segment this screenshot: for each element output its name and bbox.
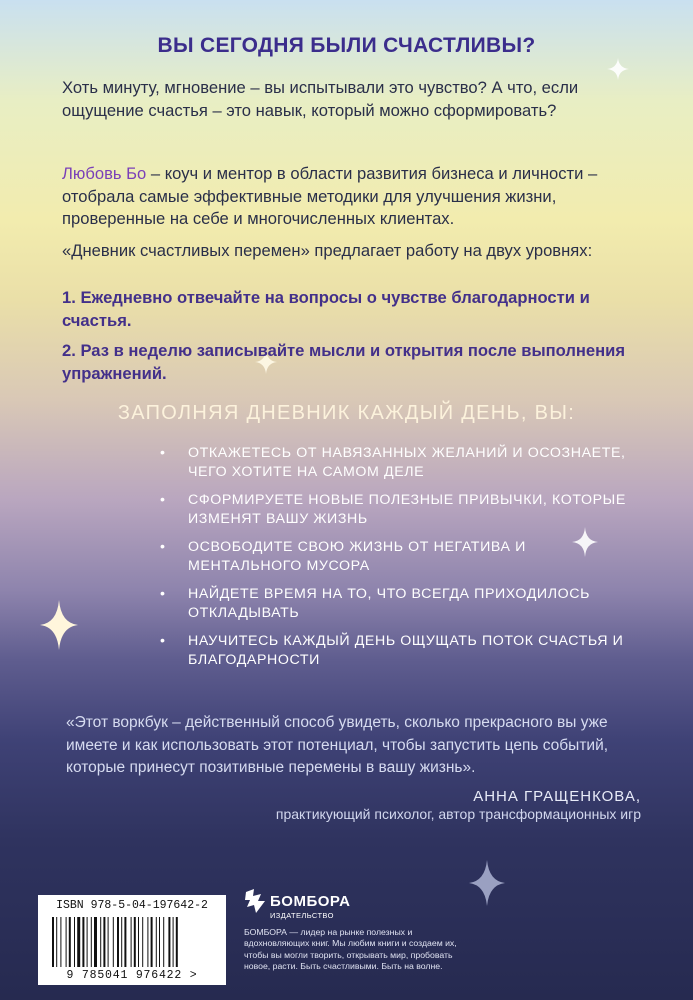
author-name: Любовь Бо (62, 164, 147, 183)
benefit-text: ОТКАЖЕТЕСЬ ОТ НАВЯЗАННЫХ ЖЕЛАНИЙ И ОСОЗНАЕТЕ, ЧЕГО ХОТИТЕ НА САМОМ ДЕЛЕ (188, 445, 626, 480)
intro-paragraph: Хоть минуту, мгновение – вы испытывали это чувство? А что, если ощущение счастья – это навык, который можно сформировать? (62, 78, 579, 120)
author-description: – коуч и ментор в области развития бизнеса и личности – отобрала самые эффективные методики для улучшения жизни, проверенные на себе и многочисленных клиентах. (62, 164, 598, 228)
benefits-heading: ЗАПОЛНЯЯ ДНЕВНИК КАЖДЫЙ ДЕНЬ, ВЫ: (117, 402, 576, 424)
step-item: 1. Ежедневно отвечайте на вопросы о чувстве благодарности и счастья. (62, 288, 590, 330)
author-paragraph (62, 163, 642, 231)
publisher-logo-icon (244, 888, 266, 914)
barcode-number: 9 785041 976422 > (66, 969, 198, 982)
quote-author: АННА ГРАЩЕНКОВА, (473, 788, 641, 805)
benefit-item (160, 491, 640, 528)
bullet-icon: • (160, 539, 166, 555)
benefit-item (160, 585, 640, 622)
sparkle-star-icon (40, 600, 78, 650)
bullet-icon: • (160, 445, 166, 461)
steps-list (62, 287, 652, 393)
publisher-note: БОМБОРА — лидер на рынке полезных и вдохновляющих книг. Мы любим книги и создаем их, чтобы вы могли творить, открывать мир, пробовать новое, расти. Быть счастливыми. Быть на волне. (244, 927, 457, 971)
barcode-icon (50, 917, 214, 969)
bullet-icon: • (160, 492, 166, 508)
bullet-icon: • (160, 633, 166, 649)
publisher-name: БОМБОРА (270, 893, 351, 910)
step-item: 2. Раз в неделю записывайте мысли и открытия после выполнения упражнений. (62, 341, 626, 383)
quote-author-role: практикующий психолог, автор трансформационных игр (275, 806, 641, 822)
cover-headline: ВЫ СЕГОДНЯ БЫЛИ СЧАСТЛИВЫ? (157, 34, 536, 57)
bullet-icon: • (160, 586, 166, 602)
benefits-list (160, 444, 640, 679)
benefit-item (160, 538, 640, 575)
benefit-text: СФОРМИРУЕТЕ НОВЫЕ ПОЛЕЗНЫЕ ПРИВЫЧКИ, КОТОРЫЕ ИЗМЕНЯТ ВАШУ ЖИЗНЬ (188, 492, 626, 527)
benefit-text: ОСВОБОДИТЕ СВОЮ ЖИЗНЬ ОТ НЕГАТИВА И МЕНТАЛЬНОГО МУСОРА (188, 539, 526, 574)
benefit-item (160, 444, 640, 481)
benefit-item (160, 632, 640, 669)
testimonial-quote: «Этот воркбук – действенный способ увидеть, сколько прекрасного вы уже имеете и как использовать этот потенциал, чтобы запустить цепь событий, которые принесут позитивные перемены в вашу жизнь». (66, 714, 609, 776)
sparkle-star-icon (469, 860, 505, 906)
benefit-text: НАЙДЕТЕ ВРЕМЯ НА ТО, ЧТО ВСЕГДА ПРИХОДИЛОСЬ ОТКЛАДЫВАТЬ (188, 586, 591, 621)
publisher-subtitle: ИЗДАТЕЛЬСТВО (270, 911, 334, 920)
benefit-text: НАУЧИТЕСЬ КАЖДЫЙ ДЕНЬ ОЩУЩАТЬ ПОТОК СЧАСТЬЯ И БЛАГОДАРНОСТИ (188, 633, 624, 668)
isbn-label: ISBN 978-5-04-197642-2 (56, 899, 208, 912)
barcode-panel (38, 895, 226, 985)
levels-intro: «Дневник счастливых перемен» предлагает работу на двух уровнях: (62, 241, 593, 260)
